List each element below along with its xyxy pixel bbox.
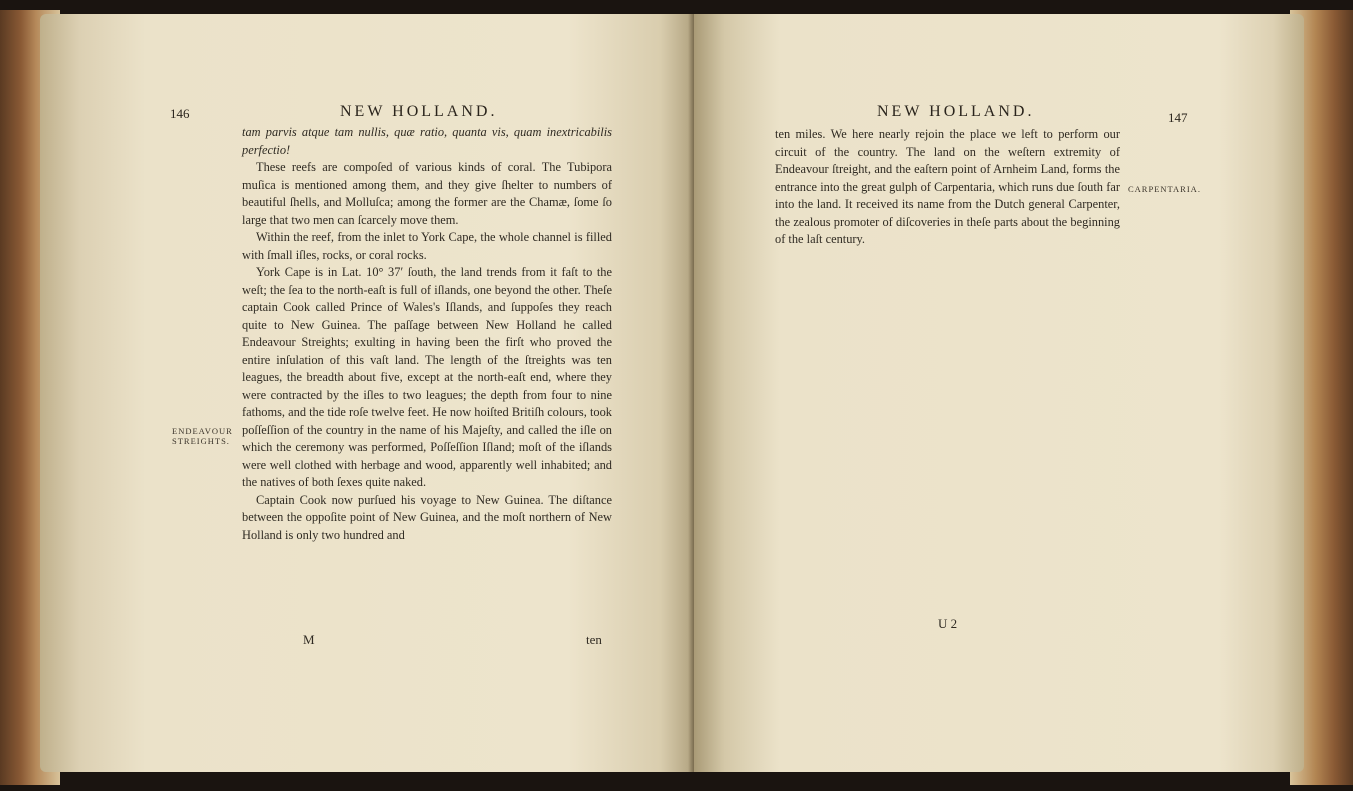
margin-note-carpentaria: CARPENTARIA. [1128,184,1201,194]
left-running-head: NEW HOLLAND. [340,103,498,120]
margin-note-endeavour-line2: STREIGHTS. [172,436,230,446]
left-paragraph-1: tam parvis atque tam nullis, quæ ratio, quanta vis, quam inextricabilis perfectio! [242,125,612,157]
right-running-head: NEW HOLLAND. [877,103,1035,120]
right-signature-mark: U 2 [938,616,958,631]
left-page-number: 146 [170,106,190,121]
left-paragraph-2: These reefs are compoſed of various kinds of coral. The Tubipora muſica is mentioned among them, and they give ſhelter to numbers of beautiful ſhells, and Molluſca; among the former are the Chamæ, ſome ſo large that two men can ſcarcely move them. [242,160,612,227]
right-text-block [775,126,1120,249]
margin-note-endeavour [172,426,233,446]
left-text-block [242,124,612,544]
margin-note-endeavour-line1: ENDEAVOUR [172,426,233,436]
left-paragraph-3: Within the reef, from the inlet to York Cape, the whole channel is filled with ſmall iſles, rocks, or coral rocks. [242,230,612,262]
left-signature-mark: M [303,632,315,647]
left-catchword: ten [586,632,602,647]
right-page-number: 147 [1168,110,1188,125]
right-paragraph-1: ten miles. We here nearly rejoin the place we left to perform our circuit of the country. The land on the weſtern extremity of Endeavour ſtreight, and the eaſtern point of Arnheim Land, forms the entrance into the great gulph of Carpentaria, which runs due ſouth far into the land. It received its name from the Dutch general Carpenter, the zealous promoter of diſcoveries in theſe parts about the beginning of the laſt century. [775,127,1120,246]
left-paragraph-4: York Cape is in Lat. 10° 37′ ſouth, the land trends from it faſt to the weſt; the ſea to the north-eaſt is full of iſlands, one beyond the other. Theſe captain Cook called Prince of Wales's Iſlands, and ſuppoſes they reach quite to New Guinea. The paſſage between New Holland he called Endeavour Streights; exulting in having been the firſt who proved the entire inſulation of this vaſt land. The length of the ſtreights was ten leagues, the breadth about five, except at the north-eaſt end, where they were contracted by the iſles to two leagues; the depth from four to nine fathoms, and the tide roſe twelve feet. He now hoiſted Britiſh colours, took poſſeſſion of the country in the name of his Majeſty, and called the iſle on which the ceremony was performed, Poſſeſſion Iſland; moſt of the iſlands were well clothed with herbage and wood, apparently well inhabited; and the natives of both ſexes quite naked. [242,265,612,489]
left-paragraph-5: Captain Cook now purſued his voyage to New Guinea. The diſtance between the oppoſite point of New Guinea, and the moſt northern of New Holland is only two hundred and [242,492,612,542]
